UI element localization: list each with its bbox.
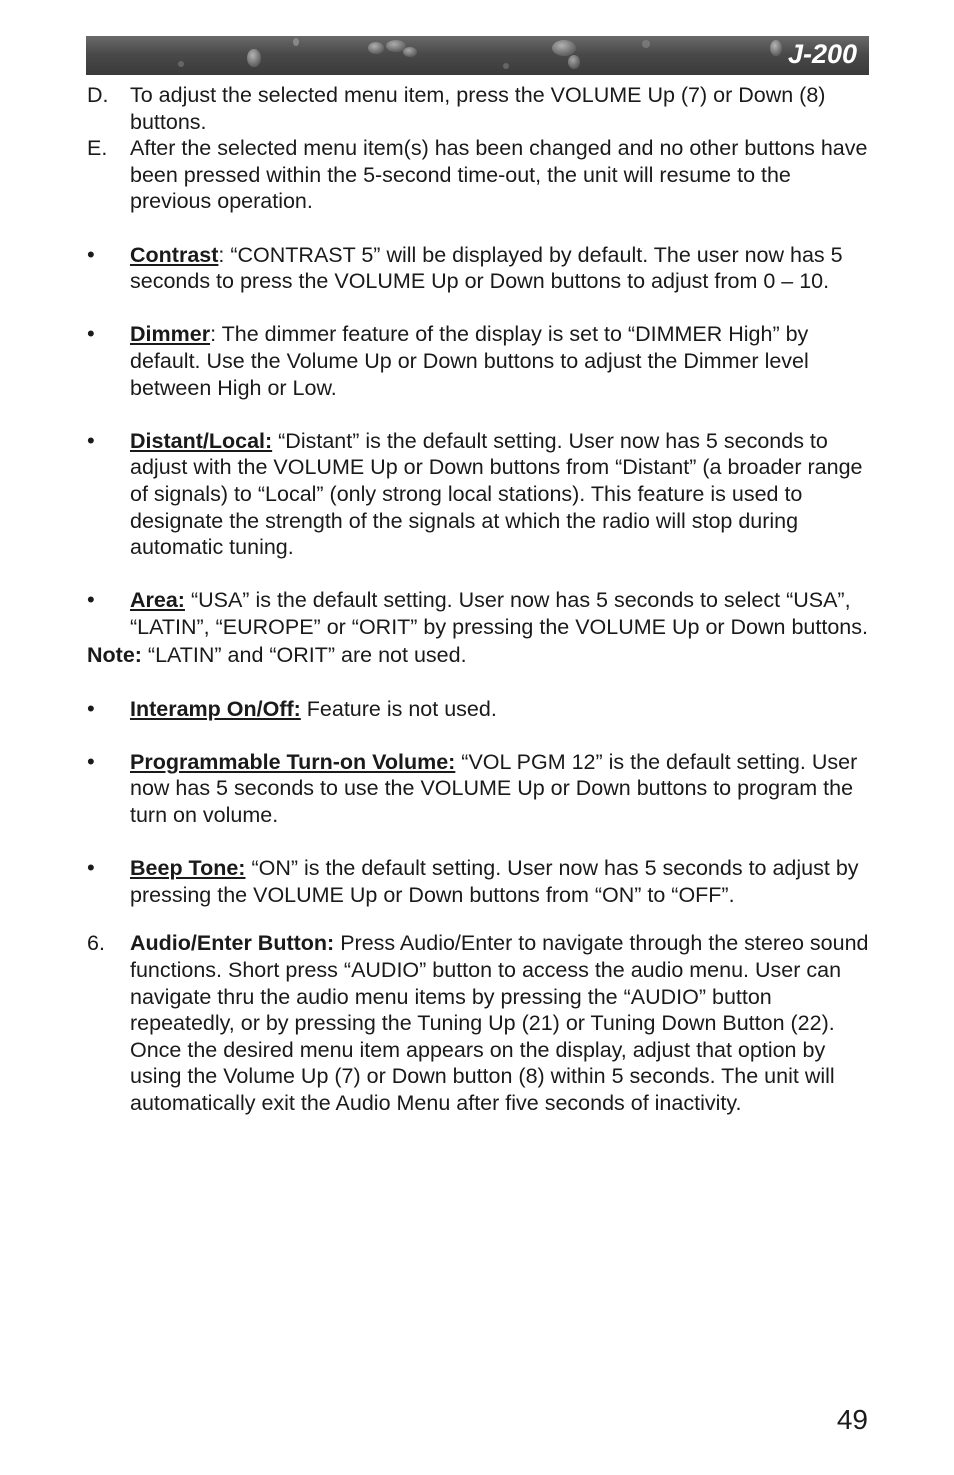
- manual-content: [87, 82, 869, 1117]
- term-dimmer: Dimmer: [130, 322, 211, 347]
- step-text: After the selected menu item(s) has been changed and no other buttons have been pressed within the 5-second time-out, the unit will resume to the previous operation.: [130, 136, 868, 214]
- interamp-description: Feature is not used.: [300, 696, 497, 721]
- distant-local-description: “Distant” is the default setting. User now has 5 seconds to adjust with the VOLUME Up or Down buttons from “Distant” (a broader range of signals) to “Local” (only strong local stations). This feature is used to designate the strength of the signals at which the radio will stop during automatic tuning.: [130, 428, 863, 560]
- bullet-icon: •: [87, 427, 95, 453]
- audio-enter-description: Press Audio/Enter to navigate through the stereo sound functions. Short press “AUDIO” button to access the audio menu. User can navigate thru the audio menu items by pressing the “AUDIO” button repeatedly, or by pressing the Tuning Up (21) or Tuning Down Button (22). Once the desired menu item appears on the display, adjust that option by using the Volume Up (7) or Down button (8) within 5 seconds. The unit will automatically exit the Audio Menu after five seconds of inactivity.: [130, 931, 869, 1115]
- step-marker: D.: [87, 83, 109, 107]
- bullet-icon: •: [87, 855, 95, 881]
- dimmer-description: : The dimmer feature of the display is set to “DIMMER High” by default. Use the Volume Up or Down buttons to adjust the Dimmer level between High or Low.: [130, 322, 809, 400]
- term-turn-on-volume: Programmable Turn-on Volume:: [130, 749, 456, 774]
- note: [87, 642, 869, 669]
- term-distant-local: Distant/Local:: [130, 428, 273, 453]
- step-6: [87, 930, 869, 1116]
- bullet-icon: •: [87, 321, 95, 347]
- bullet-icon: •: [87, 241, 95, 267]
- bullet-icon: •: [87, 748, 95, 774]
- bullet-turn-on-volume: [87, 749, 869, 829]
- header-banner: [86, 36, 869, 75]
- step-text: To adjust the selected menu item, press the VOLUME Up (7) or Down (8) buttons.: [130, 83, 826, 134]
- beep-tone-description: “ON” is the default setting. User now has 5 seconds to adjust by pressing the VOLUME Up or Down buttons from “ON” to “OFF”.: [130, 856, 859, 907]
- bullet-interamp: [87, 696, 869, 723]
- term-area: Area:: [130, 588, 185, 613]
- bullet-icon: •: [87, 587, 95, 613]
- step-marker: E.: [87, 136, 108, 161]
- step-d: [87, 82, 869, 135]
- term-audio-enter: Audio/Enter Button:: [130, 931, 335, 956]
- bullet-icon: •: [87, 695, 95, 721]
- step-marker: 6.: [87, 931, 105, 956]
- step-e: [87, 135, 869, 215]
- note-label: Note:: [87, 643, 142, 668]
- water-drops-decoration-icon: [86, 36, 869, 75]
- term-interamp: Interamp On/Off:: [130, 696, 301, 721]
- bullet-beep-tone: [87, 855, 869, 908]
- model-title: J-200: [787, 39, 857, 69]
- bullet-area: [87, 587, 869, 640]
- contrast-description: : “CONTRAST 5” will be displayed by default. The user now has 5 seconds to press the VOLUME Up or Down buttons to adjust from 0 – 10.: [130, 242, 843, 294]
- bullet-distant-local: [87, 428, 869, 561]
- term-beep-tone: Beep Tone:: [130, 856, 246, 881]
- bullet-contrast: [87, 242, 869, 295]
- turn-on-volume-description: “VOL PGM 12” is the default setting. User now has 5 seconds to use the VOLUME Up or Down buttons to program the turn on volume.: [130, 749, 858, 828]
- bullet-dimmer: [87, 321, 869, 401]
- term-contrast: Contrast: [130, 242, 219, 267]
- page-number: 49: [836, 1404, 868, 1435]
- note-text: “LATIN” and “ORIT” are not used.: [141, 643, 467, 668]
- area-description: “USA” is the default setting. User now has 5 seconds to select “USA”, “LATIN”, “EUROPE” or “ORIT” by pressing the VOLUME Up or Down buttons.: [130, 588, 868, 639]
